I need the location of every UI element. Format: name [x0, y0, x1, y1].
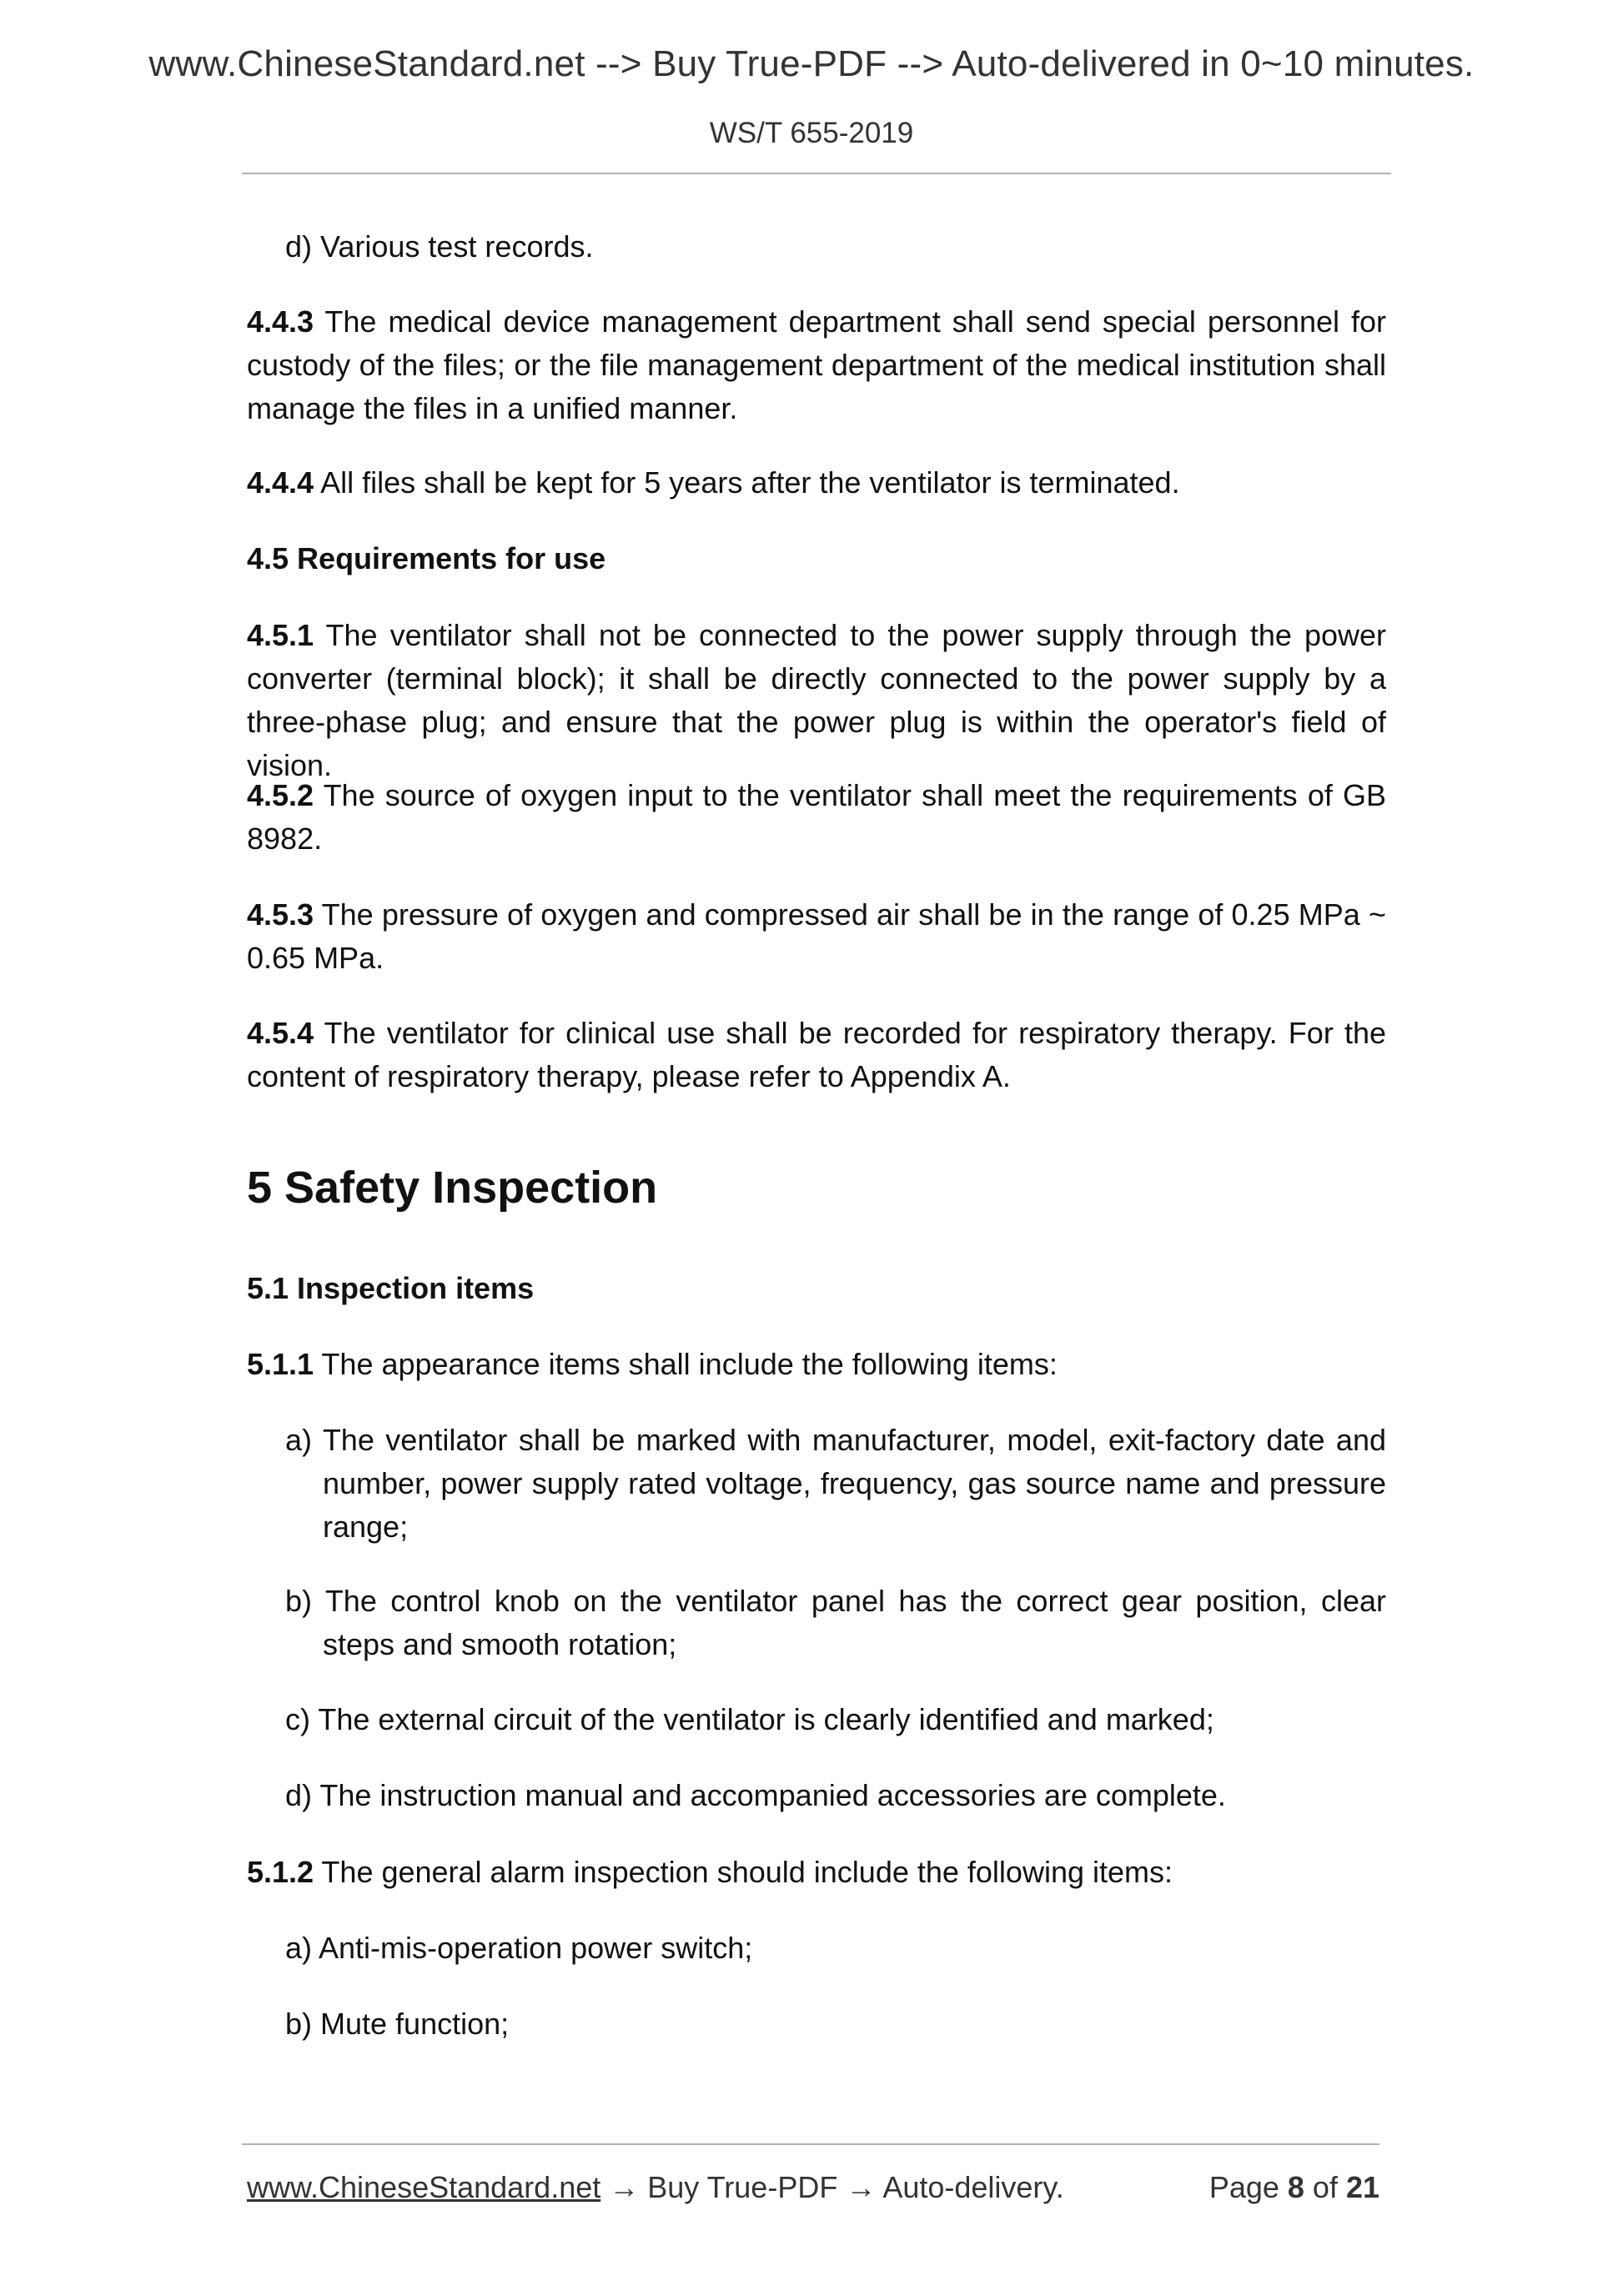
clause-text: The source of oxygen input to the ventilator shall meet the requirements of GB 8982.: [247, 778, 1386, 856]
clause-number: 5.1.1: [247, 1347, 314, 1381]
list-item-5-1-1-b: b) The control knob on the ventilator panel has the correct gear position, clear steps and smooth rotation;: [285, 1584, 1386, 1661]
page-indicator: [1209, 2164, 1379, 2211]
footer-divider: [242, 2143, 1379, 2145]
clause-number: 4.5.1: [247, 618, 314, 652]
list-item-5-1-2-a: a) Anti-mis-operation power switch;: [285, 1931, 753, 1965]
clause-4-4-3: [247, 300, 1386, 430]
clause-text: The pressure of oxygen and compressed air shall be in the range of 0.25 MPa ~ 0.65 MPa.: [247, 897, 1386, 975]
clause-number: 4.5.4: [247, 1016, 314, 1050]
clause-5-1-2: [247, 1851, 1386, 1894]
clause-number: 4.5.3: [247, 897, 314, 932]
site-banner: www.ChineseStandard.net --> Buy True-PDF --> Auto-delivered in 0~10 minutes.: [148, 43, 1475, 84]
list-item-5-1-1-c: c) The external circuit of the ventilator is clearly identified and marked;: [285, 1702, 1214, 1736]
clause-4-4-4: [247, 461, 1386, 505]
footer-promo: [247, 2164, 1064, 2211]
clause-4-5-3: [247, 893, 1386, 980]
clause-number: 5.1.2: [247, 1855, 314, 1889]
page-footer: [247, 2164, 1379, 2211]
clause-number: 4.5.2: [247, 778, 314, 812]
clause-number: 4.4.4: [247, 465, 314, 500]
standard-code: WS/T 655-2019: [709, 117, 914, 149]
clause-4-5-2: [247, 774, 1386, 861]
section-heading-5-1: 5.1 Inspection items: [247, 1271, 535, 1305]
clause-text: The ventilator shall not be connected to the power supply through the power converter (terminal block); it shall be directly connected to the power supply by a three-phase plug; and ensure that the power plug is within the operator's field of vision.: [247, 618, 1386, 782]
chapter-heading-5: 5 Safety Inspection: [247, 1163, 658, 1213]
footer-tagline: → Buy True-PDF → Auto-delivery.: [600, 2170, 1064, 2204]
list-item-5-1-2-b: b) Mute function;: [285, 2007, 510, 2041]
clause-text: All files shall be kept for 5 years after the ventilator is terminated.: [314, 465, 1180, 500]
clause-text: The ventilator for clinical use shall be recorded for respiratory therapy. For the content of respiratory therapy, please refer to Appendix A.: [247, 1016, 1386, 1093]
site-link[interactable]: www.ChineseStandard.net: [247, 2170, 601, 2204]
of-label: of: [1304, 2170, 1346, 2204]
clause-4-5-4: [247, 1012, 1386, 1098]
clause-number: 4.4.3: [247, 304, 314, 339]
list-item-5-1-1-d: d) The instruction manual and accompanied accessories are complete.: [285, 1778, 1226, 1812]
clause-text: The medical device management department shall send special personnel for custody of the files; or the file management department of the medical institution shall manage the files in a unified manner.: [247, 304, 1386, 425]
clause-4-5-1: [247, 614, 1386, 787]
clause-5-1-1: [247, 1343, 1386, 1386]
list-item-5-1-1-a: a) The ventilator shall be marked with manufacturer, model, exit-factory date and number, power supply rated voltage, frequency, gas source name and pressure range;: [285, 1423, 1386, 1544]
clause-text: The general alarm inspection should include the following items:: [314, 1855, 1173, 1889]
page-number: 8: [1287, 2170, 1304, 2204]
section-heading-4-5: 4.5 Requirements for use: [247, 541, 606, 575]
total-pages: 21: [1345, 2170, 1379, 2204]
clause-text: The appearance items shall include the following items:: [314, 1347, 1058, 1381]
header-divider: [242, 173, 1391, 174]
page-label: Page: [1208, 2170, 1288, 2204]
list-item-various-test-records: d) Various test records.: [285, 229, 594, 264]
